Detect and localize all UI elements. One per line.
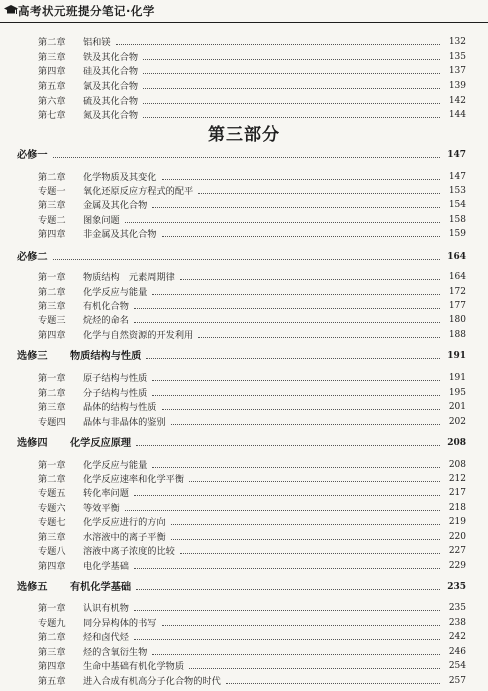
- toc-section: [0, 580, 488, 595]
- dot-leader: [152, 380, 440, 381]
- dot-leader: [146, 358, 440, 359]
- toc-entry-title: 烃的含氧衍生物: [83, 647, 148, 658]
- toc-entry: [0, 515, 488, 530]
- toc-entry: [0, 184, 488, 199]
- toc-entry: [0, 328, 488, 343]
- dot-leader: [134, 322, 440, 323]
- toc-entry-title: 铝和镁: [83, 37, 111, 48]
- dot-leader: [143, 59, 440, 60]
- dot-leader: [134, 610, 440, 611]
- toc-entry: [0, 299, 488, 314]
- toc-entry-title: 电化学基础: [83, 561, 129, 572]
- toc-page-number: 137: [448, 66, 466, 76]
- dot-leader: [143, 73, 440, 74]
- dot-leader: [226, 683, 440, 684]
- toc-entry: [0, 472, 488, 487]
- toc-page-number: 220: [448, 532, 466, 542]
- toc-chapter-label: 第一章: [38, 272, 66, 283]
- dot-leader: [134, 639, 440, 640]
- toc-entry-title: 化学反应原理: [70, 437, 132, 449]
- toc-chapter-label: 第四章: [38, 561, 66, 572]
- toc-entry: [0, 270, 488, 285]
- toc-entry: [0, 616, 488, 631]
- toc-entry: [0, 559, 488, 574]
- toc-entry-title: 有机化学基础: [70, 581, 132, 593]
- toc-page-number: 144: [448, 110, 466, 120]
- toc-chapter-label: 第一章: [38, 460, 66, 471]
- dot-leader: [162, 179, 440, 180]
- toc-entry-title: 生命中基础有机化学物质: [83, 661, 185, 672]
- toc-entry-title: 物质结构与性质: [70, 350, 142, 362]
- dot-leader: [143, 103, 440, 104]
- toc-chapter-label: 专题三: [38, 315, 66, 326]
- toc-entry: [0, 198, 488, 213]
- toc-page-number: 158: [448, 215, 466, 225]
- toc-page-number: 153: [448, 186, 466, 196]
- toc-chapter-label: 第五章: [38, 81, 66, 92]
- toc-chapter-label: 第二章: [38, 474, 66, 485]
- toc-entry: [0, 371, 488, 386]
- toc-entry: [0, 601, 488, 616]
- toc-entry-title: 同分异构体的书写: [83, 618, 157, 629]
- toc-chapter-label: 专题五: [38, 488, 66, 499]
- dot-leader: [152, 467, 440, 468]
- toc-entry: [0, 227, 488, 242]
- toc-entry-title: 化学反应速率和化学平衡: [83, 474, 185, 485]
- dot-leader: [152, 395, 440, 396]
- toc-entry-title: 水溶液中的离子平衡: [83, 532, 166, 543]
- dot-leader: [53, 259, 440, 260]
- toc-entry: [0, 170, 488, 185]
- toc-entry-title: 硅及其化合物: [83, 66, 139, 77]
- dot-leader: [180, 279, 440, 280]
- toc-entry-title: 物质结构 元素周期律: [83, 272, 175, 283]
- toc-entry-title: 图象问题: [83, 215, 120, 226]
- toc-page-number: 254: [448, 661, 466, 671]
- toc-entry: [0, 79, 488, 94]
- dot-leader: [198, 337, 440, 338]
- toc-entry-title: 化学反应进行的方向: [83, 517, 166, 528]
- toc-entry-title: 有机化合物: [83, 301, 129, 312]
- dot-leader: [125, 510, 440, 511]
- toc-chapter-label: 第五章: [38, 676, 66, 687]
- toc-page-number: 208: [448, 460, 466, 470]
- toc-section: [0, 148, 488, 163]
- toc-entry: [0, 35, 488, 50]
- dot-leader: [171, 424, 440, 425]
- toc-page-number: 235: [447, 582, 466, 592]
- toc-chapter-label: 专题九: [38, 618, 66, 629]
- toc-entry-title: 铁及其化合物: [83, 52, 139, 63]
- toc-entry: [0, 630, 488, 645]
- toc-page-number: 188: [448, 330, 466, 340]
- toc-entry-title: 转化率问题: [83, 488, 129, 499]
- toc-chapter-label: 第二章: [38, 632, 66, 643]
- dot-leader: [180, 553, 440, 554]
- toc-entry-title: 溶液中离子浓度的比较: [83, 546, 175, 557]
- dot-leader: [143, 117, 440, 118]
- toc-entry-title: 晶体的结构与性质: [83, 402, 157, 413]
- toc-entry: [0, 645, 488, 660]
- toc-page-number: 164: [447, 252, 466, 262]
- toc-entry-title: 化学物质及其变化: [83, 172, 157, 183]
- toc-page-number: 177: [448, 301, 466, 311]
- toc-entry: [0, 659, 488, 674]
- toc-chapter-label: 第四章: [38, 330, 66, 341]
- toc-chapter-label: 第一章: [38, 603, 66, 614]
- toc-page-number: 202: [448, 417, 466, 427]
- part-title: 第三部分: [208, 125, 280, 145]
- toc-page-number: 212: [448, 474, 466, 484]
- toc-chapter-label: 第三章: [38, 402, 66, 413]
- dot-leader: [116, 44, 440, 45]
- toc-page-number: 147: [447, 150, 466, 160]
- toc-entry-title: 等效平衡: [83, 503, 120, 514]
- toc-entry-title: 烃和卤代烃: [83, 632, 129, 643]
- dot-leader: [171, 539, 440, 540]
- dot-leader: [152, 294, 440, 295]
- dot-leader: [162, 409, 440, 410]
- toc-entry: [0, 674, 488, 689]
- toc-chapter-label: 必修一: [17, 149, 48, 161]
- toc-entry-title: 化学与自然资源的开发利用: [83, 330, 194, 341]
- dot-leader: [136, 589, 440, 590]
- toc-entry-title: 分子结构与性质: [83, 388, 148, 399]
- toc-entry-title: 认识有机物: [83, 603, 129, 614]
- toc-page-number: 191: [448, 373, 466, 383]
- toc-entry: [0, 415, 488, 430]
- toc-chapter-label: 第七章: [38, 110, 66, 121]
- toc-page-number: 139: [448, 81, 466, 91]
- toc-chapter-label: 专题七: [38, 517, 66, 528]
- toc-entry: [0, 94, 488, 109]
- toc-page-number: 229: [448, 561, 466, 571]
- page-header: [0, 0, 488, 23]
- dot-leader: [162, 236, 440, 237]
- toc-entry-title: 氮及其化合物: [83, 110, 139, 121]
- dot-leader: [134, 568, 440, 569]
- toc-entry: [0, 285, 488, 300]
- toc-chapter-label: 第二章: [38, 37, 66, 48]
- toc-chapter-label: 第二章: [38, 287, 66, 298]
- toc-page-number: 180: [448, 315, 466, 325]
- toc-chapter-label: 第三章: [38, 52, 66, 63]
- toc-chapter-label: 第三章: [38, 200, 66, 211]
- toc-section: [0, 250, 488, 265]
- toc-entry-title: 原子结构与性质: [83, 373, 148, 384]
- toc-page-number: 195: [448, 388, 466, 398]
- toc-chapter-label: 选修三: [17, 350, 48, 362]
- toc-entry: [0, 386, 488, 401]
- toc-entry: [0, 400, 488, 415]
- toc-entry: [0, 501, 488, 516]
- toc-entry-title: 非金属及其化合物: [83, 229, 157, 240]
- toc-entry-title: 晶体与非晶体的鉴别: [83, 417, 166, 428]
- toc-chapter-label: 选修四: [17, 437, 48, 449]
- toc-chapter-label: 第三章: [38, 647, 66, 658]
- dot-leader: [125, 222, 440, 223]
- toc-entry: [0, 108, 488, 123]
- toc-page-number: 246: [448, 647, 466, 657]
- toc-entry-title: 进入合成有机高分子化合物的时代: [83, 676, 221, 687]
- toc-chapter-label: 第三章: [38, 532, 66, 543]
- toc-chapter-label: 专题六: [38, 503, 66, 514]
- dot-leader: [136, 445, 440, 446]
- toc-chapter-label: 专题一: [38, 186, 66, 197]
- toc-entry-title: 氯及其化合物: [83, 81, 139, 92]
- toc-page-number: 164: [448, 272, 466, 282]
- dot-leader: [134, 308, 440, 309]
- toc-page-number: 238: [448, 618, 466, 628]
- toc-entry-title: 烷烃的命名: [83, 315, 129, 326]
- toc-entry-title: 硫及其化合物: [83, 96, 139, 107]
- toc-page-number: 219: [448, 517, 466, 527]
- dot-leader: [162, 625, 440, 626]
- toc-entry: [0, 213, 488, 228]
- toc-page-number: 142: [448, 96, 466, 106]
- toc-page-number: 201: [448, 402, 466, 412]
- toc-chapter-label: 第四章: [38, 661, 66, 672]
- dot-leader: [53, 157, 440, 158]
- toc-page-number: 172: [448, 287, 466, 297]
- toc-page-number: 257: [448, 676, 466, 686]
- toc-page-number: 154: [448, 200, 466, 210]
- toc-entry-title: 化学反应与能量: [83, 460, 148, 471]
- graduation-cap-icon: [4, 4, 18, 16]
- toc-chapter-label: 选修五: [17, 581, 48, 593]
- toc-page-number: 235: [448, 603, 466, 613]
- toc-chapter-label: 第一章: [38, 373, 66, 384]
- toc-entry: [0, 486, 488, 501]
- toc-page-number: 147: [448, 172, 466, 182]
- dot-leader: [152, 207, 440, 208]
- toc-chapter-label: 必修二: [17, 251, 48, 263]
- dot-leader: [189, 668, 440, 669]
- dot-leader: [134, 495, 440, 496]
- toc-chapter-label: 第二章: [38, 388, 66, 399]
- dot-leader: [152, 654, 440, 655]
- toc-entry: [0, 458, 488, 473]
- toc-entry: [0, 544, 488, 559]
- dot-leader: [198, 193, 440, 194]
- toc-chapter-label: 第六章: [38, 96, 66, 107]
- toc-page-number: 218: [448, 503, 466, 513]
- toc-chapter-label: 专题四: [38, 417, 66, 428]
- dot-leader: [143, 88, 440, 89]
- toc-page-number: 217: [448, 488, 466, 498]
- dot-leader: [189, 481, 440, 482]
- toc-chapter-label: 专题八: [38, 546, 66, 557]
- dot-leader: [171, 524, 440, 525]
- toc-entry-title: 化学反应与能量: [83, 287, 148, 298]
- toc-entry: [0, 530, 488, 545]
- toc-page-number: 135: [448, 52, 466, 62]
- book-title: 高考状元班提分笔记·化学: [18, 4, 155, 18]
- toc-page-number: 208: [447, 438, 466, 448]
- toc-page-number: 191: [447, 351, 466, 361]
- toc-section: [0, 436, 488, 451]
- toc-entry: [0, 313, 488, 328]
- toc-chapter-label: 第四章: [38, 229, 66, 240]
- toc-chapter-label: 第二章: [38, 172, 66, 183]
- toc-chapter-label: 专题二: [38, 215, 66, 226]
- toc-entry: [0, 50, 488, 65]
- toc-page-number: 227: [448, 546, 466, 556]
- toc-page-number: 132: [448, 37, 466, 47]
- toc-entry-title: 金属及其化合物: [83, 200, 148, 211]
- toc-page-number: 159: [448, 229, 466, 239]
- toc-entry-title: 氧化还原反应方程式的配平: [83, 186, 194, 197]
- toc-page-number: 242: [448, 632, 466, 642]
- toc-chapter-label: 第三章: [38, 301, 66, 312]
- toc-section: [0, 349, 488, 364]
- toc-chapter-label: 第四章: [38, 66, 66, 77]
- toc-entry: [0, 64, 488, 79]
